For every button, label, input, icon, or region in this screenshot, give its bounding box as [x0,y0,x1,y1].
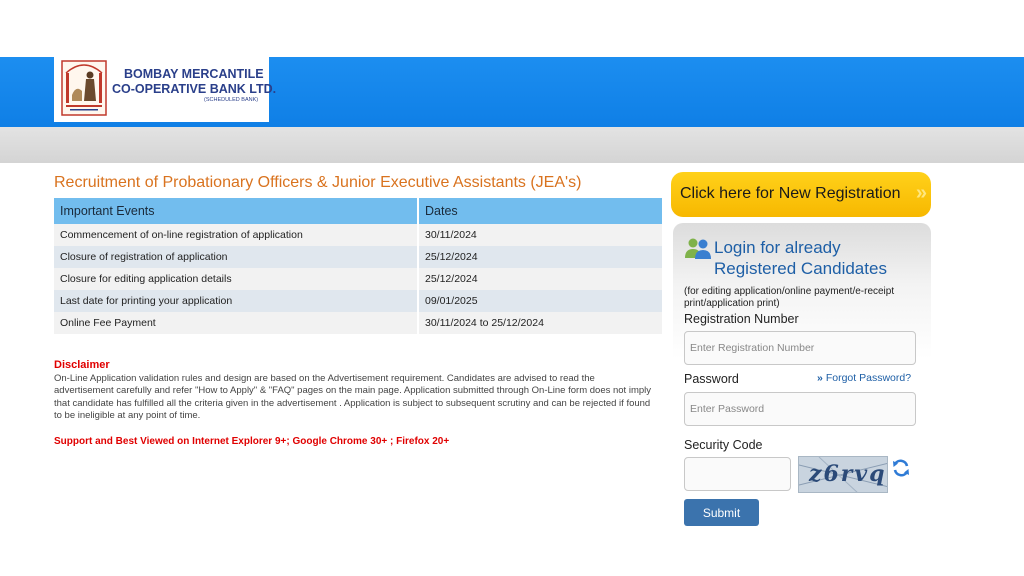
bank-name-line1: BOMBAY MERCANTILE [124,67,264,81]
bank-name-line2: CO-OPERATIVE BANK LTD. [112,82,277,96]
login-title: Login for already Registered Candidates [714,238,887,278]
forgot-password-link[interactable] [817,372,911,384]
date-cell: 25/12/2024 [418,268,662,290]
new-registration-label: Click here for New Registration [680,185,901,202]
disclaimer-text: On-Line Application validation rules and design are based on the Advertisement requirement. Candidates are advised to read the advertisement carefully and refer "How to Apply" & "FAQ" pages on the main page. Application submitted through On-Line form does not imply that candidate has fulfilled all the criteria given in the advertisement . Application is subject to subsequent scrutiny and can be rejected if found to be ineligible at any point of time. [54,373,652,422]
table-row [54,246,662,268]
event-cell: Online Fee Payment [54,312,418,334]
event-cell: Closure for editing application details [54,268,418,290]
table-row [54,224,662,246]
disclaimer-title: Disclaimer [54,359,110,371]
date-cell: 09/01/2025 [418,290,662,312]
column-header-events: Important Events [54,198,418,224]
bank-logo[interactable] [54,57,277,122]
password-label: Password [684,372,739,386]
event-cell: Closure of registration of application [54,246,418,268]
registration-number-input[interactable] [684,331,916,365]
table-row [54,290,662,312]
login-note: (for editing application/online payment/e-receipt print/application print) [684,286,895,309]
table-header-row [54,198,662,224]
event-cell: Commencement of on-line registration of application [54,224,418,246]
navigation-band [0,127,1024,163]
column-header-dates: Dates [418,198,662,224]
submit-button[interactable]: Submit [684,499,759,526]
captcha-image [798,456,888,493]
page-title: Recruitment of Probationary Officers & Junior Executive Assistants (JEA's) [54,174,582,191]
refresh-icon[interactable] [891,458,911,478]
bank-emblem-icon [60,59,108,117]
security-code-input[interactable] [684,457,791,491]
new-registration-button[interactable] [671,172,931,217]
bank-name-line3: (SCHEDULED BANK) [204,97,259,103]
double-chevron-right-icon: » [915,182,923,204]
login-panel [673,223,931,563]
table-row [54,268,662,290]
date-cell: 25/12/2024 [418,246,662,268]
double-chevron-right-icon: » [817,372,823,384]
table-row [54,312,662,334]
users-icon [684,236,712,260]
important-events-table [54,198,662,334]
date-cell: 30/11/2024 to 25/12/2024 [418,312,662,334]
forgot-password-label: Forgot Password? [825,372,912,384]
captcha-text: z6rvq [809,461,887,487]
security-code-label: Security Code [684,438,763,452]
date-cell: 30/11/2024 [418,224,662,246]
event-cell: Last date for printing your application [54,290,418,312]
browser-support-note: Support and Best Viewed on Internet Explorer 9+; Google Chrome 30+ ; Firefox 20+ [54,436,450,447]
password-input[interactable] [684,392,916,426]
registration-number-label: Registration Number [684,312,799,326]
